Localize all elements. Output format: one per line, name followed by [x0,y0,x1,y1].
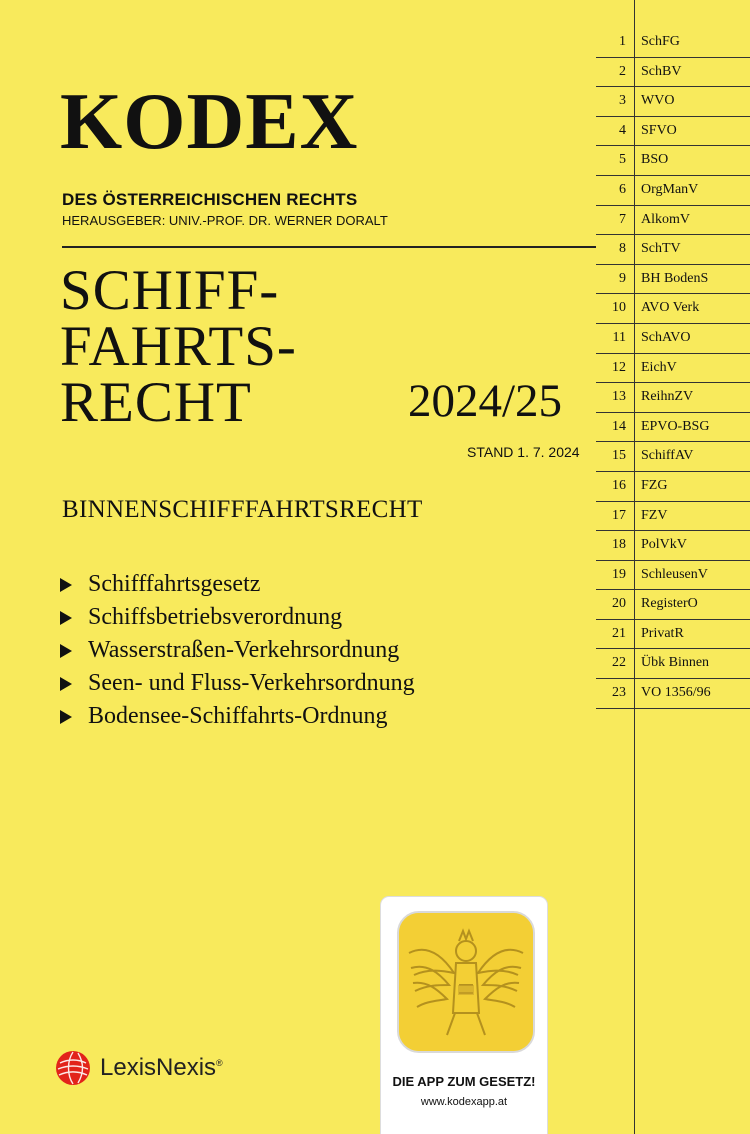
register-abbreviation: SFVO [641,122,677,138]
register-number: 3 [619,93,626,109]
register-tab-23 [596,679,750,709]
register-number: 9 [619,270,626,286]
app-url-link[interactable]: www.kodexapp.at [420,1096,508,1108]
register-number: 14 [612,418,626,434]
register-abbreviation: VO 1356/96 [641,685,711,701]
register-number: 12 [612,359,626,375]
register-abbreviation: ReihnZV [641,389,694,405]
register-number: 13 [612,389,626,405]
book-title-line-3: RECHT [60,371,252,434]
register-tab-2 [596,58,750,88]
list-item [60,601,415,634]
legal-area: BINNENSCHIFFFAHRTSRECHT [62,496,423,523]
register-number: 10 [612,300,626,316]
law-name: Schifffahrtsgesetz [88,571,261,597]
register-tab-10 [596,294,750,324]
register-number: 20 [612,596,626,612]
eagle-app-icon [397,911,535,1053]
register-abbreviation: AVO Verk [641,300,700,316]
register-abbreviation: EPVO-BSG [641,418,710,434]
register-abbreviation: WVO [641,93,675,109]
register-tab-14 [596,413,750,443]
register-number: 5 [619,152,626,168]
register-abbreviation: BH BodenS [641,270,709,286]
book-title-line-1: SCHIFF- [60,259,280,322]
register-tab-17 [596,502,750,532]
register-number: 16 [612,477,626,493]
register-number: 17 [612,507,626,523]
law-name: Wasserstraßen-Verkehrsordnung [88,637,400,663]
register-abbreviation: SchFG [641,34,680,49]
registered-mark: ® [216,1058,223,1068]
editor-line: HERAUSGEBER: UNIV.-PROF. DR. WERNER DORALT [62,213,388,228]
triangle-bullet-icon [60,710,72,724]
register-abbreviation: SchiffAV [641,448,694,464]
register-abbreviation: RegisterO [641,596,698,612]
register-tab-18 [596,531,750,561]
triangle-bullet-icon [60,578,72,592]
edition-year: 2024/25 [408,375,563,427]
register-abbreviation: AlkomV [641,211,690,227]
register-number: 4 [619,122,626,138]
law-name: Schiffsbetriebsverordnung [88,604,343,630]
register-tab-5 [596,146,750,176]
register-number: 22 [612,655,626,671]
register-abbreviation: SchleusenV [641,566,708,582]
brand-subtitle: DES ÖSTERREICHISCHEN RECHTS [62,190,358,209]
lexisnexis-globe-icon [54,1049,92,1087]
list-item [60,568,415,601]
register-number: 11 [612,329,626,345]
register-number: 21 [612,625,626,641]
register-abbreviation: PrivatR [641,625,684,641]
publisher-logo [54,1046,223,1090]
register-abbreviation: SchAVO [641,329,691,345]
list-item [60,667,415,700]
book-title-line-2: FAHRTS- [60,315,297,378]
app-badge[interactable] [381,897,547,1134]
register-number: 6 [619,181,626,197]
register-tab-7 [596,206,750,236]
stand-date: STAND 1. 7. 2024 [467,444,580,460]
register-number: 18 [612,537,626,553]
brand-title: KODEX [60,78,359,166]
register-abbreviation: BSO [641,152,669,168]
register-tab-19 [596,561,750,591]
triangle-bullet-icon [60,611,72,625]
register-abbreviation: OrgManV [641,181,699,197]
register-number: 1 [619,34,626,49]
list-item [60,700,415,733]
law-name: Bodensee-Schiffahrts-Ordnung [88,703,388,729]
divider [62,246,596,248]
law-list [60,568,415,733]
register-tab-13 [596,383,750,413]
register-tab-22 [596,649,750,679]
register-tab-12 [596,354,750,384]
register-tab-4 [596,117,750,147]
register-abbreviation: Übk Binnen [641,655,710,671]
register-tabs [596,28,750,709]
register-number: 15 [612,448,626,464]
register-tab-9 [596,265,750,295]
triangle-bullet-icon [60,644,72,658]
register-abbreviation: EichV [641,359,677,375]
register-number: 7 [619,211,626,227]
publisher-name-text: LexisNexis [100,1054,217,1081]
register-number: 19 [612,566,626,582]
triangle-bullet-icon [60,677,72,691]
app-cta: DIE APP ZUM GESETZ! [392,1074,536,1089]
register-abbreviation: SchTV [641,241,681,257]
register-abbreviation: FZG [641,477,668,493]
publisher-name [100,1054,223,1082]
register-abbreviation: FZV [641,507,668,523]
register-tab-21 [596,620,750,650]
register-tab-8 [596,235,750,265]
list-item [60,634,415,667]
register-abbreviation: SchBV [641,63,682,79]
register-tab-1 [596,28,750,58]
register-tab-20 [596,590,750,620]
register-tab-15 [596,442,750,472]
register-tab-11 [596,324,750,354]
register-tab-6 [596,176,750,206]
register-number: 23 [612,685,626,701]
law-name: Seen- und Fluss-Verkehrsordnung [88,670,415,696]
register-tab-16 [596,472,750,502]
register-number: 8 [619,241,626,257]
register-tab-3 [596,87,750,117]
register-number: 2 [619,63,626,79]
register-abbreviation: PolVkV [641,537,687,553]
